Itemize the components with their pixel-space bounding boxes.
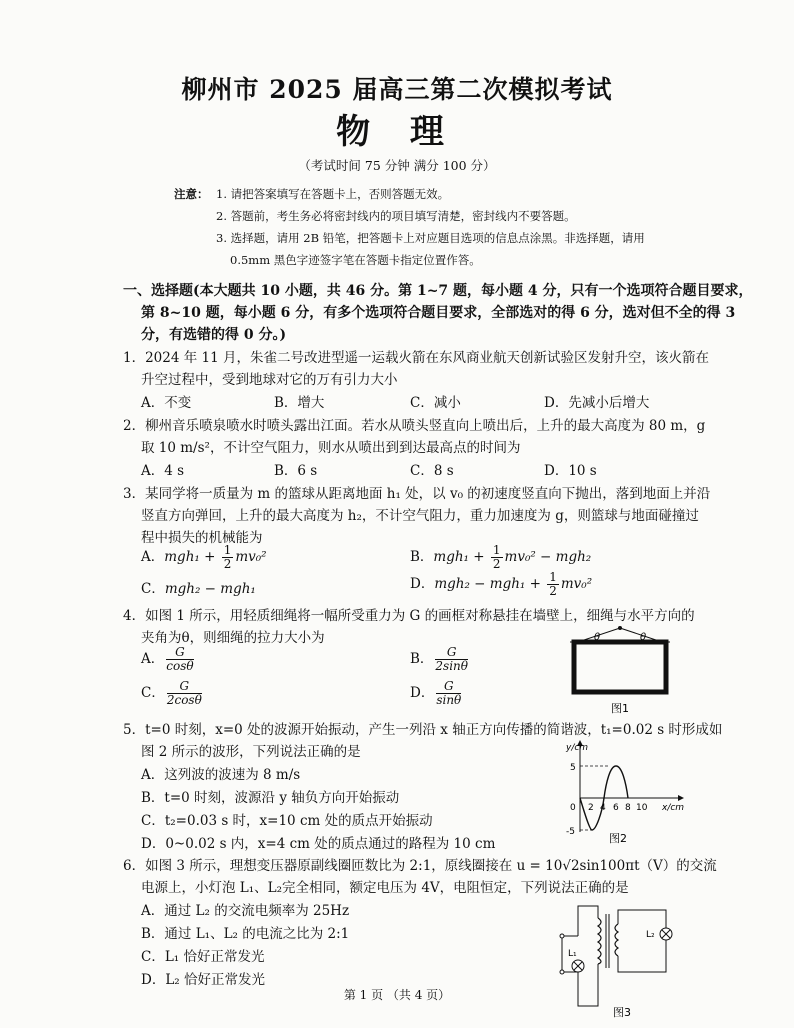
q3-line-1: 3．某同学将一质量为 m 的篮球从距离地面 h₁ 处，以 v₀ 的初速度竖直向下抛出，落到地面上并沿 — [123, 486, 711, 502]
x-axis-label: x/cm — [662, 803, 685, 813]
q5-option-a: A．这列波的波速为 8 m/s — [141, 767, 301, 783]
x-tick-4: 4 — [600, 803, 606, 813]
q1-line-1: 1．2024 年 11 月，朱雀二号改进型遥一运载火箭在东风商业航天创新试验区发射升空，该火箭在 — [123, 350, 709, 366]
notice-item-4: 0.5mm 黑色字迹签字笔在答题卡指定位置作答。 — [230, 253, 481, 267]
q4-option-c: C． $\frac{G}{2\cos\theta}$ — [141, 679, 202, 707]
terminal-bottom-icon — [560, 970, 564, 974]
y-tick-0: 0 — [570, 803, 576, 813]
frame-border — [574, 642, 666, 692]
q1-option-b: B．增大 — [274, 395, 325, 411]
figure-3-caption: 图3 — [613, 1006, 631, 1019]
q6-line-2: 电源上，小灯泡 L₁、L₂完全相同，额定电压为 4V，电阻恒定，下列说法正确的是 — [141, 880, 629, 896]
q5-line-1: 5．t=0 时刻，x=0 处的波源开始振动，产生一列沿 x 轴正方向传播的简谐波，t₁=0.02 s 时形成如 — [123, 722, 723, 738]
notice-item-2: 2. 答题前，考生务必将密封线内的项目填写清楚，密封线内不要答题。 — [216, 209, 576, 223]
secondary-bottom-wire — [618, 940, 666, 972]
q2-line-1: 2．柳州音乐喷泉喷水时喷头露出江面。若水从喷头竖直向上喷出后，上升的最大高度为 80 m，g — [123, 418, 706, 434]
x-axis-arrow-icon — [678, 795, 684, 801]
nail-icon — [618, 626, 622, 630]
q4-option-b: B． $\frac{G}{2\sin\theta}$ — [410, 645, 469, 673]
q6-option-b: B．通过 L₁、L₂ 的电流之比为 2:1 — [141, 926, 350, 942]
x-tick-2: 2 — [588, 803, 594, 813]
q2-option-c: C．8 s — [410, 463, 454, 479]
x-tick-8: 8 — [625, 803, 631, 813]
exam-info: （考试时间 75 分钟 满分 100 分） — [298, 158, 496, 173]
q4-line-2: 夹角为θ，则细绳的拉力大小为 — [141, 630, 325, 646]
q1-option-c: C．减小 — [410, 395, 461, 411]
y-tick-5: 5 — [570, 763, 576, 773]
secondary-top-wire — [618, 910, 666, 928]
q6-line-1: 6．如图 3 所示，理想变压器原副线圈匝数比为 2:1，原线圈接在 u = 10√2sin100πt（V）的交流 — [123, 858, 717, 874]
notice-item-3: 3. 选择题，请用 2B 铅笔，把答题卡上对应题目选项的信息点涂黑。非选择题，请用 — [216, 231, 645, 245]
section-heading-line-1: 一、选择题(本大题共 10 小题，共 46 分。第 1~7 题，每小题 4 分，只有一个选项符合题目要求， — [123, 283, 753, 299]
figure-1-picture-frame — [568, 620, 672, 716]
q6-option-c: C．L₁ 恰好正常发光 — [141, 949, 265, 965]
q1-option-a: A．不变 — [141, 395, 192, 411]
q1-option-d: D．先减小后增大 — [544, 395, 650, 411]
q5-option-c: C．t₂=0.03 s 时，x=10 cm 处的质点开始振动 — [141, 813, 433, 829]
q2-option-d: D．10 s — [544, 463, 597, 479]
notice-label: 注意： — [174, 187, 209, 201]
q3-line-2: 竖直方向弹回，上升的最大高度为 h₂，不计空气阻力，重力加速度为 g，则篮球与地面碰撞过 — [141, 508, 699, 524]
x-tick-10: 10 — [636, 803, 648, 813]
y-tick-neg5: -5 — [566, 827, 575, 837]
q5-option-d: D．0~0.02 s 内，x=4 cm 处的质点通过的路程为 10 cm — [141, 836, 496, 852]
x-tick-6: 6 — [613, 803, 619, 813]
primary-top-wire — [578, 906, 598, 936]
secondary-coil-icon — [615, 924, 618, 956]
subject-title: 物 理 — [336, 112, 458, 152]
lamp-l1-label: L₁ — [568, 949, 577, 959]
exam-title: 柳州市 2025 届高三第二次模拟考试 — [181, 75, 613, 104]
q5-line-2: 图 2 所示的波形，下列说法正确的是 — [141, 744, 361, 760]
q3-line-3: 程中损失的机械能为 — [141, 530, 263, 546]
q6-option-d: D．L₂ 恰好正常发光 — [141, 972, 265, 988]
primary-coil-icon — [598, 918, 601, 964]
q3-option-a: A．mgh₁ + $\frac{1}{2}$ mv₀² — [141, 543, 267, 571]
q2-option-a: A．4 s — [141, 463, 185, 479]
q2-option-b: B．6 s — [274, 463, 318, 479]
q3-option-d: D．mgh₂ − mgh₁ + $\frac{1}{2}$ mv₀² — [410, 570, 593, 598]
q3-option-b: B．mgh₁ + $\frac{1}{2}$ mv₀² − mgh₂ — [410, 543, 592, 571]
q1-line-2: 升空过程中，受到地球对它的万有引力大小 — [141, 372, 398, 388]
q4-line-1: 4．如图 1 所示，用轻质细绳将一幅所受重力为 G 的画框对称悬挂在墙壁上，细绳与水平方向的 — [123, 608, 695, 624]
figure-2-caption: 图2 — [609, 832, 627, 845]
angle-label-left: θ — [594, 632, 601, 643]
angle-label-right: θ — [640, 632, 647, 643]
lamp-l2-label: L₂ — [646, 930, 655, 940]
figure-1-caption: 图1 — [611, 702, 629, 715]
q4-option-a: A． $\frac{G}{\cos\theta}$ — [141, 645, 194, 673]
q3-option-c: C．mgh₂ − mgh₁ — [141, 581, 256, 597]
q5-option-b: B．t=0 时刻，波源沿 y 轴负方向开始振动 — [141, 790, 400, 806]
q6-option-a: A．通过 L₂ 的交流电频率为 25Hz — [141, 903, 350, 919]
y-axis-label: y/cm — [566, 743, 589, 753]
q4-option-d: D． $\frac{G}{\sin\theta}$ — [410, 679, 462, 707]
section-heading-line-2: 第 8~10 题，每小题 6 分，有多个选项符合题目要求，全部选对的得 6 分，选对但不全的得 3 — [141, 305, 736, 321]
terminal-top-icon — [560, 934, 564, 938]
page-footer: 第 1 页 （共 4 页） — [343, 988, 451, 1002]
section-heading-line-3: 分，有选错的得 0 分。) — [141, 327, 287, 343]
notice-item-1: 1. 请把答案填写在答题卡上，否则答题无效。 — [216, 187, 450, 201]
figure-2-waveform — [552, 738, 688, 846]
q2-line-2: 取 10 m/s²，不计空气阻力，则水从喷出到到达最高点的时间为 — [141, 440, 521, 456]
